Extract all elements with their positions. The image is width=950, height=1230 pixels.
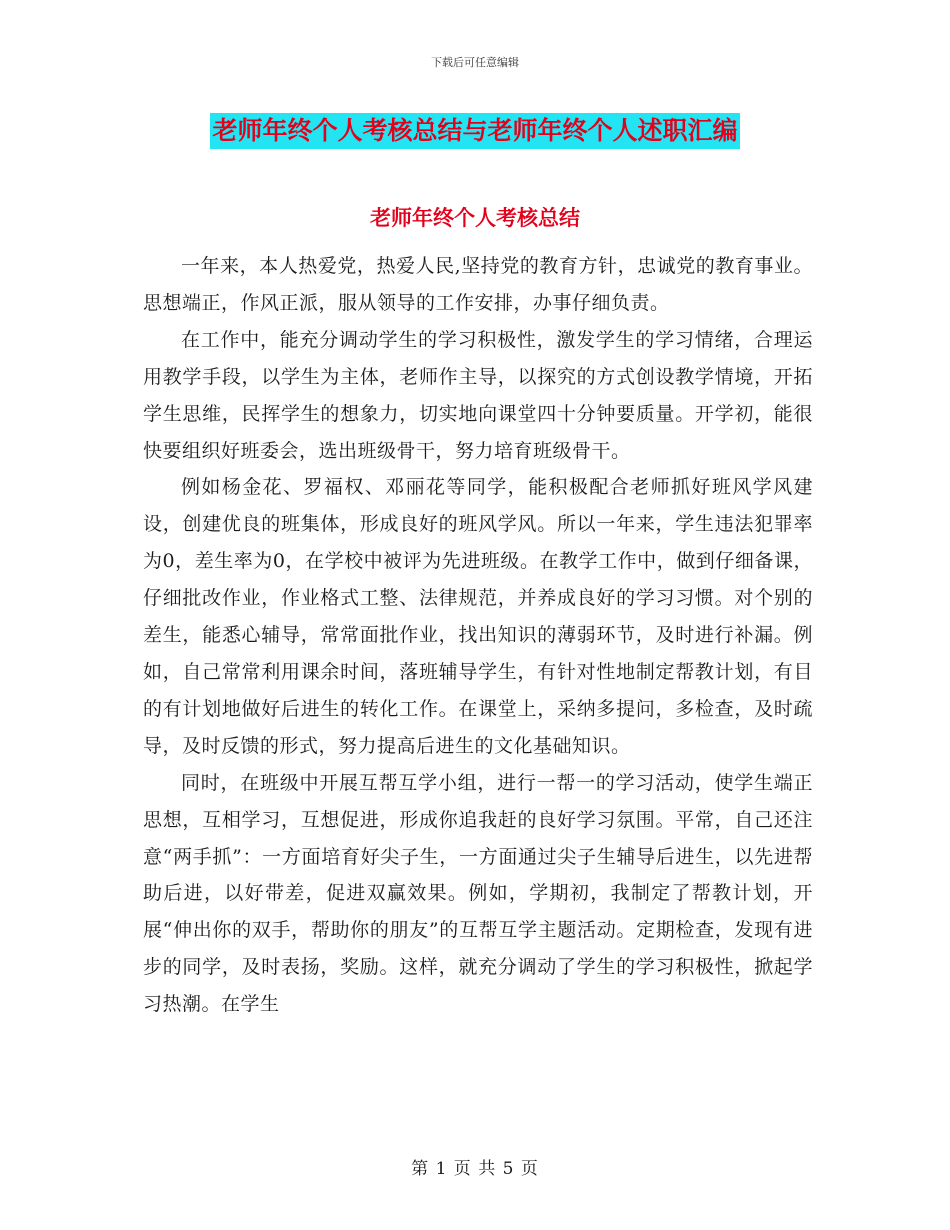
paragraph: 例如杨金花、罗福权、邓丽花等同学，能积极配合老师抓好班风学风建设，创建优良的班集体，形成良好的班风学风。所以一年来，学生违法犯罪率为0，差生率为0，在学校中被评为先进班级。在教学工作中，做到仔细备课，仔细批改作业，作业格式工整、法律规范，并养成良好的学习习惯。对个别的差生，能悉心辅导，常常面批作业，找出知识的薄弱环节，及时进行补漏。例如，自己常常利用课余时间，落班辅导学生，有针对性地制定帮教计划，有目的有计划地做好后进生的转化工作。在课堂上，采纳多提问，多检查，及时疏导，及时反馈的形式，努力提高后进生的文化基础知识。	[143, 476, 813, 757]
main-title-container	[0, 113, 950, 149]
page-footer: 第 1 页 共 5 页	[411, 1159, 539, 1179]
paragraph: 在工作中，能充分调动学生的学习积极性，激发学生的学习情绪，合理运用教学手段，以学生为主体，老师作主导，以探究的方式创设教学情境，开拓学生思维，民挥学生的想象力，切实地向课堂四十分钟要质量。开学初，能很快要组织好班委会，选出班级骨干，努力培育班级骨干。	[143, 328, 813, 462]
header-note: 下载后可任意编辑	[431, 56, 519, 69]
main-title: 老师年终个人考核总结与老师年终个人述职汇编	[210, 113, 739, 149]
section-title: 老师年终个人考核总结	[370, 206, 580, 230]
paragraph: 同时，在班级中开展互帮互学小组，进行一帮一的学习活动，使学生端正思想，互相学习，互想促进，形成你追我赶的良好学习氛围。平常，自己还注意“两手抓”：一方面培育好尖子生，一方面通过尖子生辅导后进生，以先进帮助后进，以好带差，促进双赢效果。例如，学期初，我制定了帮教计划，开展“伸出你的双手，帮助你的朋友”的互帮互学主题活动。定期检查，发现有进步的同学，及时表扬，奖励。这样，就充分调动了学生的学习积极性，掀起学习热潮。在学生	[143, 771, 813, 1016]
body-text	[143, 248, 813, 1023]
paragraph: 一年来，本人热爱党，热爱人民,坚持党的教育方针，忠诚党的教育事业。思想端正，作风正派，服从领导的工作安排，办事仔细负责。	[143, 255, 813, 314]
